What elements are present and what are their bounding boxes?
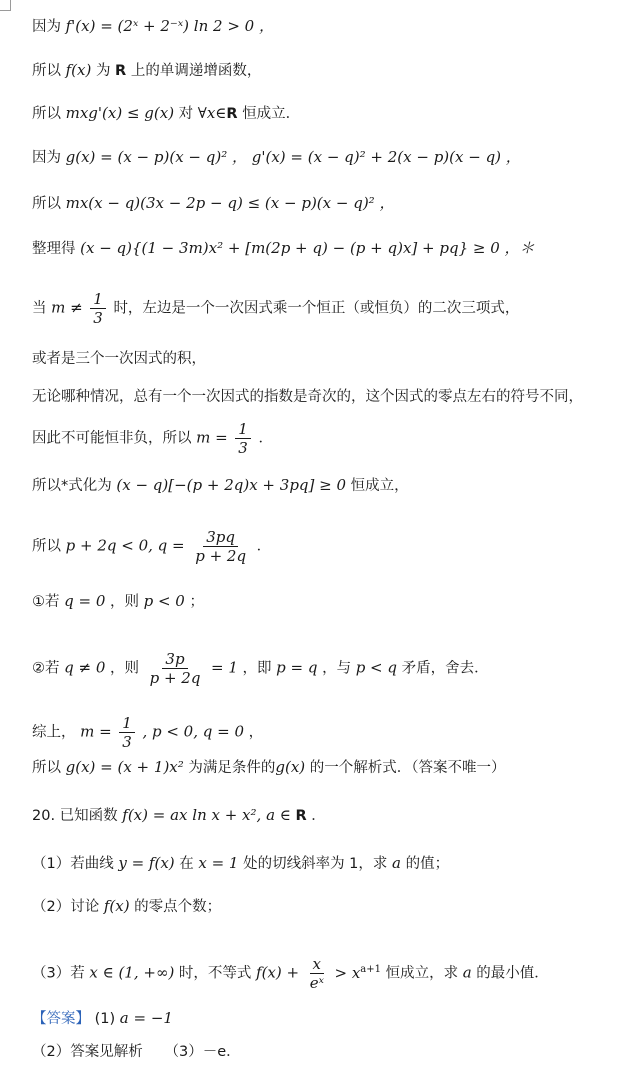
line-text: ． [311, 808, 326, 824]
line-text: （3）若 [32, 965, 85, 982]
math-expression: f(x) + [256, 963, 300, 982]
line-text: 在 [179, 856, 194, 872]
line-text: 所以 [32, 106, 61, 122]
fraction [90, 290, 106, 327]
question-part [32, 853, 639, 874]
line-text: ，与 [322, 660, 352, 677]
line-text: ； [189, 594, 204, 610]
line-text: ，则 [109, 594, 139, 610]
math-expression: m = [80, 722, 112, 741]
text-line [32, 103, 639, 124]
line-text: 因为 [32, 19, 61, 35]
line-text: 20. 已知函数 [32, 808, 118, 824]
math-expression: x = 1 [198, 854, 239, 872]
fraction-numerator: 3p [162, 650, 187, 669]
math-expression: = 1 [211, 658, 238, 677]
text-line [32, 349, 639, 369]
line-text: 因此不可能恒非负，所以 [32, 430, 192, 447]
fraction [119, 714, 135, 751]
line-text: 所以*式化为 [32, 478, 112, 494]
fraction-denominator: 3 [122, 733, 132, 751]
line-text: 时，左边是一个一次因式乘一个恒正（或恒负）的二次三项式， [113, 300, 520, 317]
line-text: 矛盾，舍去． [401, 660, 489, 677]
line-text: ，即 [242, 660, 272, 677]
fraction-denominator: p + 2q [195, 547, 247, 565]
text-line [32, 387, 639, 407]
line-text: 的值； [405, 856, 450, 872]
line-text: 所以 [32, 538, 61, 555]
fraction-denominator: p + 2q [149, 669, 201, 687]
text-line [32, 238, 639, 259]
line-text: 恒成立， [350, 478, 409, 494]
fraction-numerator: 1 [119, 714, 135, 733]
fraction-denominator: eˣ [309, 974, 324, 992]
math-expression: f(x) [65, 61, 92, 79]
line-text: ． [256, 538, 272, 555]
line-text: （2）答案见解析 （3）－e． [32, 1044, 241, 1060]
line-text: 的零点个数； [134, 899, 222, 915]
math-expression: mxg'(x) ≤ g(x) [65, 104, 175, 122]
math-expression: (x − q)[−(p + 2q)x + 3pq] ≥ 0 [116, 476, 347, 494]
math-expression: g(x) [275, 758, 306, 776]
question-part [32, 955, 639, 992]
line-text: 为 [95, 63, 111, 79]
text-line [32, 60, 639, 81]
line-text: 处的切线斜率为 1，求 [243, 856, 388, 872]
line-text: ②若 [32, 660, 60, 677]
fraction [235, 420, 251, 457]
math-expression: x ∈ (1, +∞) [89, 963, 175, 982]
line-text: ①若 [32, 594, 60, 610]
line-text: 恒成立，求 [385, 965, 459, 982]
math-expression: q ≠ 0 [64, 658, 106, 677]
math-expression: , p < 0, q = 0 [142, 722, 245, 741]
line-text: （1）若曲线 [32, 856, 114, 872]
line-text: 无论哪种情况，总有一个一次因式的指数是奇次的，这个因式的零点左右的符号不同， [32, 389, 583, 405]
answer-line [32, 1042, 639, 1062]
line-text: 因为 [32, 150, 61, 166]
text-line [32, 714, 639, 751]
math-expression: p + 2q < 0, q = [65, 536, 185, 555]
text-line [32, 16, 639, 37]
line-text: 为满足条件的 [188, 760, 276, 776]
fraction [147, 650, 204, 687]
math-expression: p < q [355, 658, 397, 677]
line-text: 上的单调递增函数， [130, 63, 262, 79]
line-text: 所以 [32, 760, 61, 776]
line-text: ，则 [109, 660, 139, 677]
math-expression: ∀x∈ [197, 104, 227, 122]
math-expression: (x − q){(1 − 3m)x² + [m(2p + q) − (p + q)x] + pq} ≥ 0 ，＊ [80, 239, 535, 257]
fraction-numerator: x [310, 955, 324, 974]
math-expression: q = 0 [64, 592, 106, 610]
math-expression: m ≠ [51, 298, 83, 317]
math-expression [335, 964, 382, 982]
math-expression: y = f(x) [118, 854, 175, 872]
line-text: ， [248, 724, 264, 741]
math-expression: f'(x) = (2ˣ + 2⁻ˣ) ln 2 > 0 ， [65, 17, 274, 35]
line-text: （2）讨论 [32, 899, 100, 915]
text-line [32, 591, 639, 612]
math-expression: a [462, 963, 472, 982]
math-expression: p < 0 [143, 592, 185, 610]
line-text: 所以 [32, 63, 61, 79]
page-corner-mark [0, 0, 11, 11]
line-text: 时，不等式 [178, 965, 252, 982]
line-text: 综上， [32, 724, 76, 741]
text-line [32, 475, 639, 496]
line-text: 整理得 [32, 241, 76, 257]
line-text: 恒成立． [242, 106, 301, 122]
fraction [192, 528, 249, 565]
fraction-denominator: 3 [93, 309, 103, 327]
math-expression: p = q [276, 658, 318, 677]
line-text: (1) [94, 1011, 116, 1027]
math-expression: m = [196, 428, 228, 447]
fraction-numerator: 1 [235, 420, 251, 439]
math-expression: g(x) = (x + 1)x² [65, 758, 184, 776]
text-line [32, 528, 639, 565]
answer-tag: 【答案】 [32, 1011, 90, 1027]
line-text: 当 [32, 300, 47, 317]
text-line [32, 147, 639, 168]
fraction [307, 955, 327, 992]
line-text: 对 [178, 106, 194, 122]
text-line [32, 420, 639, 457]
math-expression: mx(x − q)(3x − 2p − q) ≤ (x − p)(x − q)² ， [65, 194, 395, 212]
answer-line [32, 1008, 639, 1029]
text-line [32, 650, 639, 687]
math-expression: f(x) = ax ln x + x², a ∈ [122, 806, 291, 824]
text-line [32, 193, 639, 214]
math-expression: a [392, 854, 401, 872]
line-text: ． [258, 430, 273, 447]
fraction-numerator: 3pq [203, 528, 238, 547]
line-text: 的最小值． [476, 965, 549, 982]
line-text: 的一个解析式．（答案不唯一） [309, 760, 506, 776]
question-part [32, 896, 639, 917]
line-text: 所以 [32, 196, 61, 212]
math-expression: a = −1 [119, 1009, 173, 1027]
real-set-symbol: R [115, 63, 127, 79]
math-fragment: > x [334, 963, 361, 982]
fraction-denominator: 3 [238, 439, 248, 457]
exponent: a+1 [360, 963, 381, 975]
fraction-numerator: 1 [90, 290, 106, 309]
math-expression: f(x) [103, 897, 130, 915]
question-title [32, 805, 639, 826]
text-line [32, 757, 639, 778]
line-text: 或者是三个一次因式的积， [32, 351, 206, 367]
text-line [32, 290, 639, 327]
math-expression: g(x) = (x − p)(x − q)² ， g'(x) = (x − q)² + 2(x − p)(x − q) ， [65, 148, 521, 166]
real-set-symbol: R [295, 808, 307, 824]
real-set-symbol: R [226, 106, 238, 122]
